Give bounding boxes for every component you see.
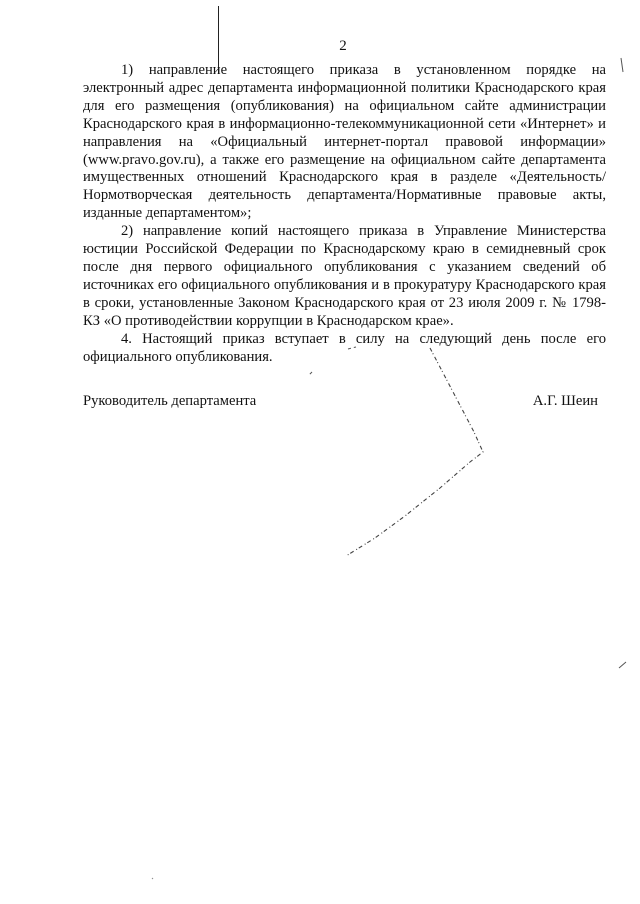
scan-dot: [152, 878, 153, 879]
signatory-position: Руководитель департамента: [83, 393, 257, 409]
signatory-name: А.Г. Шеин: [532, 393, 598, 409]
paragraph-item-1: 1) направление настоящего приказа в установленном порядке на электронный адрес департамента информационной политики Краснодарского края для его размещения (опубликования) на официальном сайте администрации Краснодарского края в информационно-телекоммуникационной сети «Интернет» и направления на «Официальный интернет-портал правовой информации» (www.pravo.gov.ru), а также его размещение на официальном сайте департамента имущественных отношений Краснодарского края в разделе «Деятельность/Нормотворческая деятельность департамента/Нормативные правовые акты, изданные департаментом»;: [83, 62, 606, 222]
paragraph-item-2: 2) направление копий настоящего приказа в Управление Министерства юстиции Российской Федерации по Краснодарскому краю в семидневный срок после дня первого официального опубликования с указанием сведений об источниках его официального опубликования и в прокуратуру Краснодарского края в сроки, установленные Законом Краснодарского края от 23 июля 2009 г. № 1798-КЗ «О противодействии коррупции в Краснодарском крае».: [83, 223, 606, 329]
signature-block: [83, 392, 598, 410]
page-number: 2: [339, 38, 347, 54]
z-stroke-diagonal: [346, 348, 483, 556]
document-body: [83, 62, 606, 366]
paragraph-item-4: 4. Настоящий приказ вступает в силу на следующий день после его официального опубликования.: [83, 330, 606, 365]
scan-mark-right: [619, 58, 626, 668]
